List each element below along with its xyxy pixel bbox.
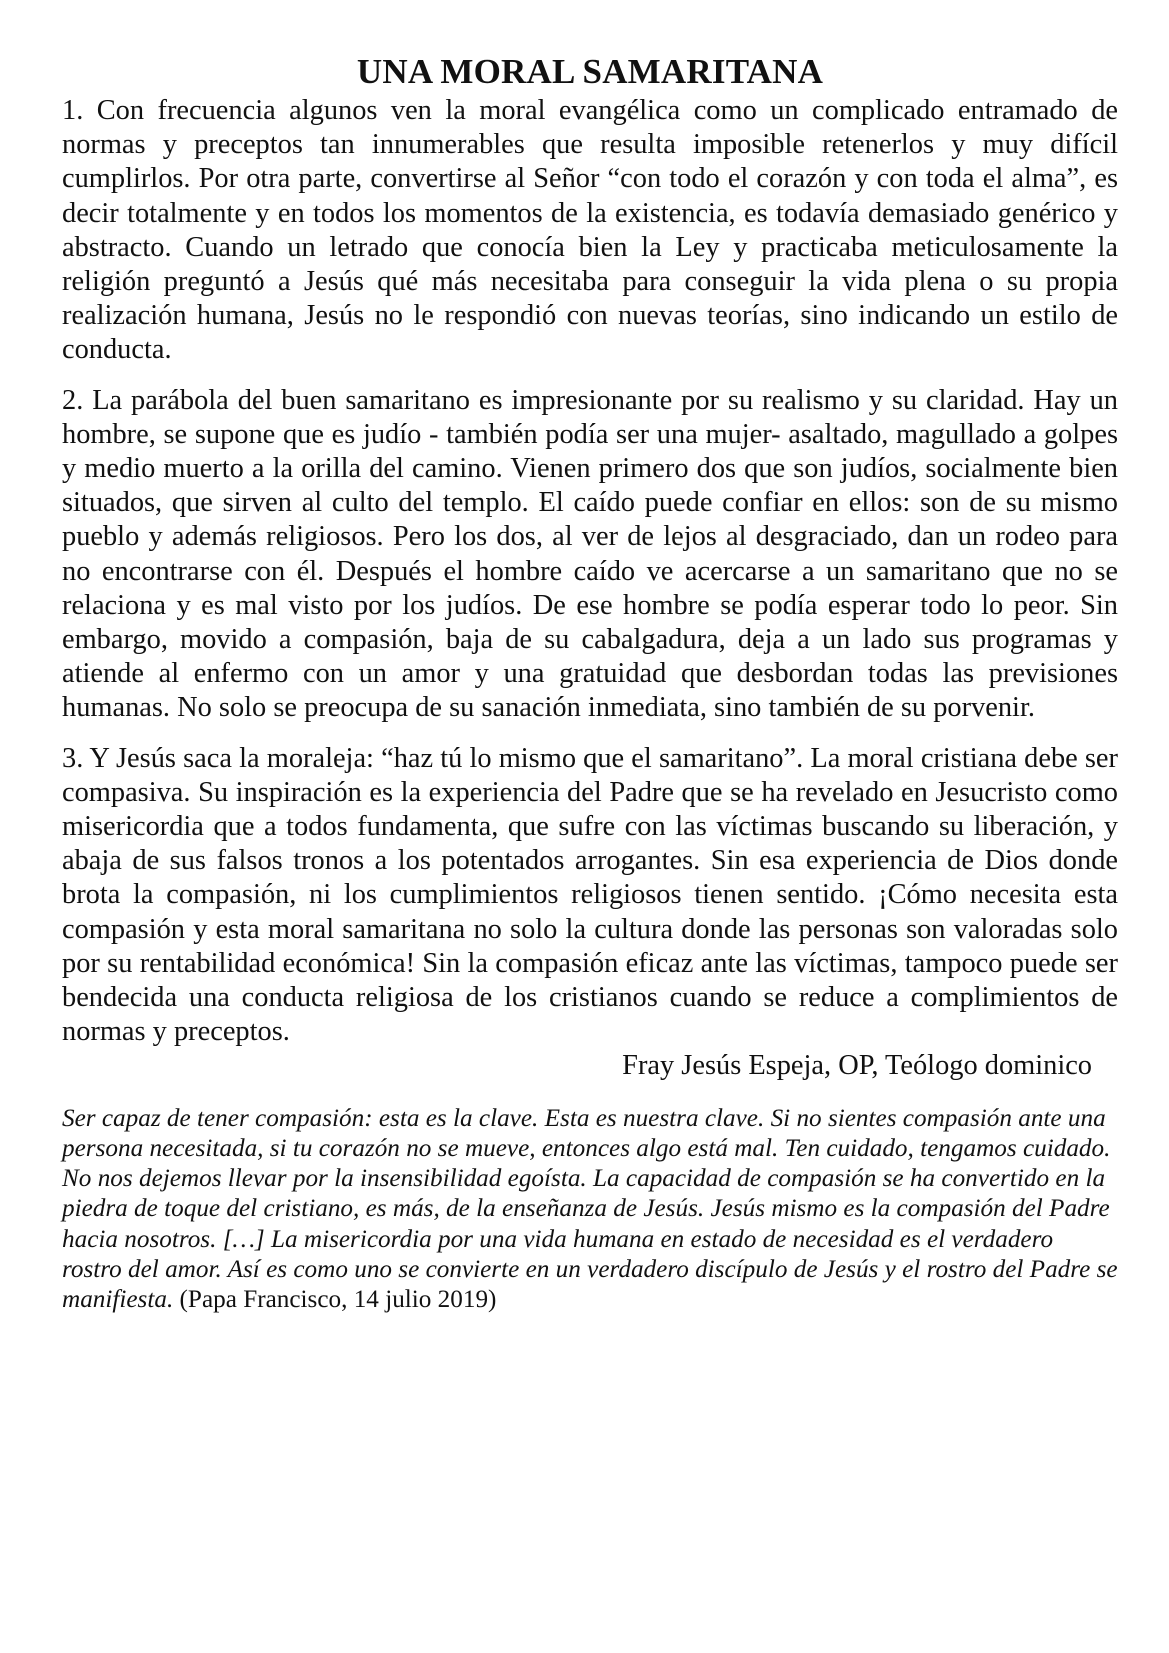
- paragraph-2: 2. La parábola del buen samaritano es impresionante por su realismo y su claridad. Hay un hombre, se supone que es judío - también podía ser una mujer- asaltado, magullado a golpes y medio muerto a la orilla del camino. Vienen primero dos que son judíos, socialmente bien situados, que sirven al culto del templo. El caído puede confiar en ellos: son de su mismo pueblo y además religiosos. Pero los dos, al ver de lejos al desgraciado, dan un rodeo para no encontrarse con él. Después el hombre caído ve acercarse a un samaritano que no se relaciona y es mal visto por los judíos. De ese hombre se podía esperar todo lo peor. Sin embargo, movido a compasión, baja de su cabalgadura, deja a un lado sus programas y atiende al enfermo con un amor y una gratuidad que desbordan todas las previsiones humanas. No solo se preocupa de su sanación inmediata, sino también de su porvenir.: [62, 384, 1118, 724]
- document-page: [62, 52, 1118, 1315]
- document-title: UNA MORAL SAMARITANA: [356, 52, 824, 91]
- paragraph-1: 1. Con frecuencia algunos ven la moral evangélica como un complicado entramado de normas y preceptos tan innumerables que resulta imposible retenerlos y muy difícil cumplirlos. Por otra parte, convertirse al Señor “con todo el corazón y con toda el alma”, es decir totalmente y en todos los momentos de la existencia, es todavía demasiado genérico y abstracto. Cuando un letrado que conocía bien la Ley y practicaba meticulosamente la religión preguntó a Jesús qué más necesitaba para conseguir la vida plena o su propia realización humana, Jesús no le respondió con nuevas teorías, sino indicando un estilo de conducta.: [62, 95, 1118, 366]
- pope-quote: [62, 1104, 1118, 1315]
- paragraph-3: 3. Y Jesús saca la moraleja: “haz tú lo mismo que el samaritano”. La moral cristiana debe ser compasiva. Su inspiración es la experiencia del Padre que se ha revelado en Jesucristo como misericordia que a todos fundamenta, que sufre con las víctimas buscando su liberación, y abaja de sus falsos tronos a los potentados arrogantes. Sin esa experiencia de Dios donde brota la compasión, ni los cumplimientos religiosos tienen sentido. ¡Cómo necesita esta compasión y esta moral samaritana no solo la cultura donde las personas son valoradas solo por su rentabilidad económica! Sin la compasión eficaz ante las víctimas, tampoco puede ser bendecida una conducta religiosa de los cristianos cuando se reduce a complimientos de normas y preceptos.: [62, 742, 1118, 1048]
- author-signature: Fray Jesús Espeja, OP, Teólogo dominico: [622, 1050, 1092, 1082]
- quote-text: Ser capaz de tener compasión: esta es la clave. Esta es nuestra clave. Si no sientes compasión ante una persona necesitada, si tu corazón no se mueve, entonces algo está mal. Ten cuidado, tengamos cuidado. No nos dejemos llevar por la insensibilidad egoísta. La capacidad de compasión se ha convertido en la piedra de toque del cristiano, es más, de la enseñanza de Jesús. Jesús mismo es la compasión del Padre hacia nosotros. […] La misericordia por una vida humana en estado de necesidad es el verdadero rostro del amor. Así es como uno se convierte en un verdadero discípulo de Jesús y el rostro del Padre se manifiesta.: [62, 1104, 1118, 1313]
- quote-source: (Papa Francisco, 14 julio 2019): [179, 1285, 497, 1313]
